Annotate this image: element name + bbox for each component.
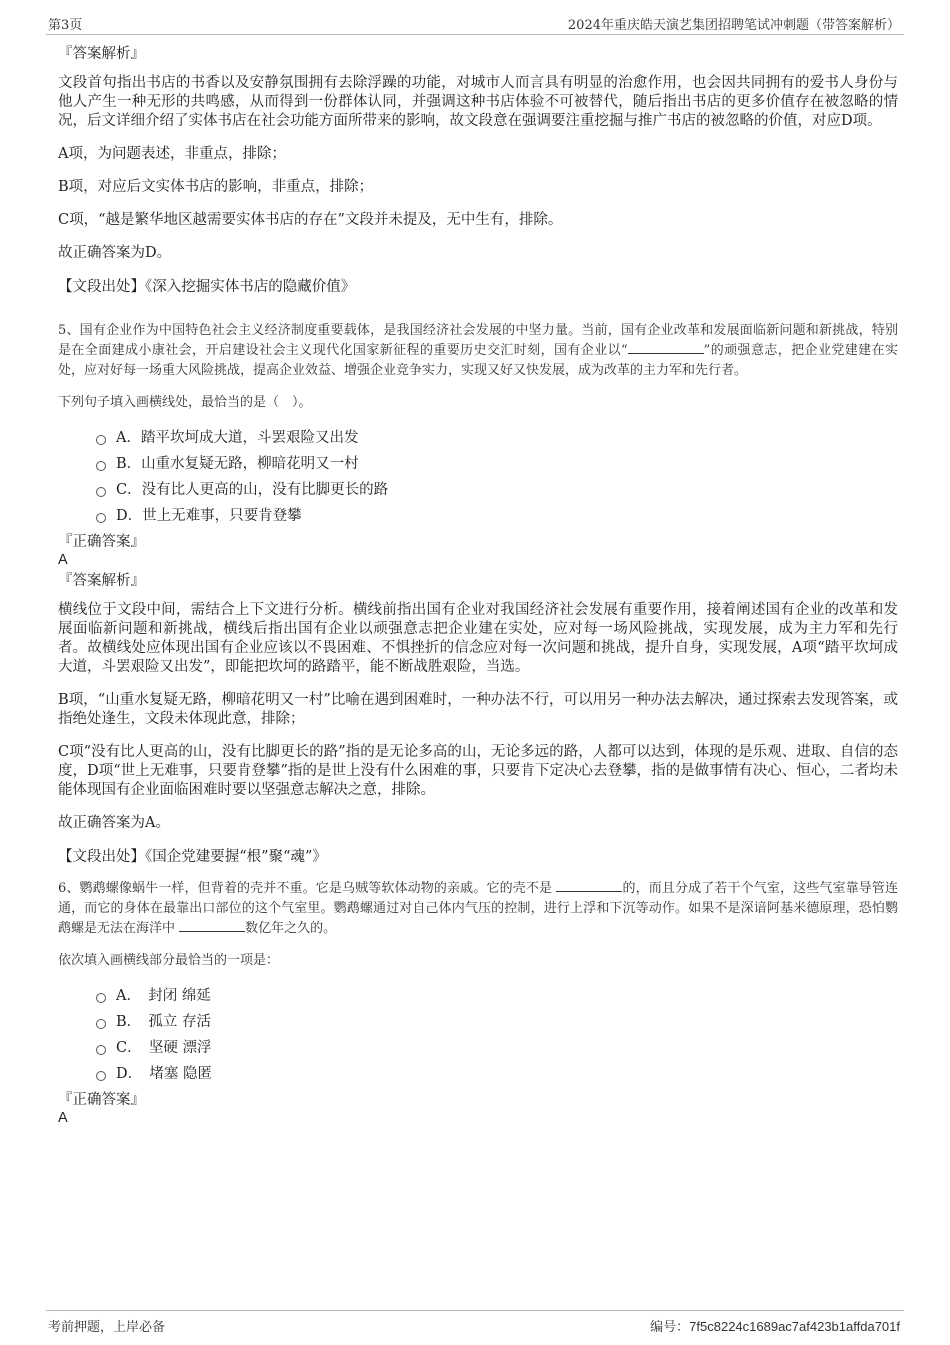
- option-b[interactable]: [96, 451, 898, 477]
- document-title: 2024年重庆皓天演艺集团招聘笔试冲刺题（带答案解析）: [567, 18, 900, 33]
- analysis-paragraph: A项，为问题表述，非重点，排除；: [58, 146, 286, 162]
- option-label: A．踏平坎坷成大道，斗罢艰险又出发: [116, 430, 359, 446]
- question-5-text: [58, 321, 898, 381]
- analysis-paragraph: C项“没有比人更高的山，没有比脚更长的路”指的是无论多高的山，无论多远的路，人都可以达到，体现的是乐观、进取、自信的态度，D项“世上无难事，只要肯登攀”指的是世上没有什么困难的事，只要肯下定决心去登攀，指的是做事情有决心、恒心，二者均未能体现国有企业面临困难时要以坚强意志解决之意，排除。: [58, 744, 898, 798]
- radio-icon[interactable]: [96, 513, 106, 523]
- option-label: C． 坚硬 漂浮: [116, 1040, 212, 1056]
- analysis-paragraph: B项，对应后文实体书店的影响，非重点，排除；: [58, 179, 374, 195]
- page-number: 第3页: [48, 18, 83, 33]
- question-text-part: ”的顽强意志，把企业党建建在实处，应对好每一场重大风险挑战，提高企业效益、增强企业竞争实力，实现又好又快发展，成为改革的主力军和先行者。: [58, 343, 898, 378]
- fill-blank: [628, 341, 704, 354]
- fill-blank: [179, 919, 245, 932]
- question-text-part: 5、国有企业作为中国特色社会主义经济制度重要载体，是我国经济社会发展的中坚力量。当前，国有企业改革和发展面临新问题和新挑战，特别是在全面建成小康社会，开启建设社会主义现代化国家新征程的重要历史交汇时刻，国有企业以“: [58, 323, 898, 358]
- analysis-paragraph: 横线位于文段中间，需结合上下文进行分析。横线前指出国有企业对我国经济社会发展有重要作用，接着阐述国有企业的改革和发展面临新问题和新挑战，横线后指出国有企业以顽强意志把企业建在实处，应对每一场风险挑战，实现发展，成为主力军和先行者。故横线处应体现出国有企业应该以不畏困难、不惧挫折的信念应对每一次问题和挑战，提升自身，实现发展，A项“踏平坎坷成大道，斗罢艰险又出发”，即能把坎坷的路踏平，能不断战胜艰险，当选。: [58, 602, 898, 675]
- analysis-label: 『答案解析』: [58, 46, 145, 62]
- option-label: D．世上无难事，只要肯登攀: [116, 508, 302, 524]
- page-header: [46, 12, 904, 35]
- analysis-paragraph: C项，“越是繁华地区越需要实体书店的存在”文段并未提及，无中生有，排除。: [58, 212, 563, 228]
- question-text-part: 6、鹦鹉螺像蜗牛一样，但背着的壳并不重。它是乌贼等软体动物的亲戚。它的壳不是: [58, 881, 557, 896]
- code-label: 编号：: [650, 1320, 690, 1335]
- question-5-options: [96, 425, 898, 529]
- question-6-prompt: 依次填入画横线部分最恰当的一项是：: [58, 953, 280, 968]
- option-b[interactable]: [96, 1009, 898, 1035]
- radio-icon[interactable]: [96, 487, 106, 497]
- radio-icon[interactable]: [96, 1045, 106, 1055]
- option-label: B．山重水复疑无路，柳暗花明又一村: [116, 456, 359, 472]
- radio-icon[interactable]: [96, 435, 106, 445]
- document-body: [58, 44, 898, 1127]
- analysis-label: 『答案解析』: [58, 573, 145, 589]
- radio-icon[interactable]: [96, 993, 106, 1003]
- option-a[interactable]: [96, 983, 898, 1009]
- question-6-options: [96, 983, 898, 1087]
- option-label: D． 堵塞 隐匿: [116, 1066, 212, 1082]
- question-text-part: 的，而且分成了若干个气室，这些气室靠导管连通，而它的身体在最靠出口部位的这个气室里。鹦鹉螺通过对自己体内气压的控制，进行上浮和下沉等动作。如果不是深谙阿基米德原理，恐怕鹦鹉螺是无法在海洋中: [58, 881, 898, 936]
- option-a[interactable]: [96, 425, 898, 451]
- fill-blank: [556, 879, 622, 892]
- radio-icon[interactable]: [96, 461, 106, 471]
- text-source: 【文段出处】《深入挖掘实体书店的隐藏价值》: [58, 279, 356, 295]
- radio-icon[interactable]: [96, 1019, 106, 1029]
- option-label: C．没有比人更高的山，没有比脚更长的路: [116, 482, 389, 498]
- analysis-paragraph: 故正确答案为D。: [58, 245, 172, 261]
- code-value: 7f5c8224c1689ac7af423b1affda701f: [689, 1319, 900, 1334]
- answer-value: A: [58, 552, 68, 568]
- analysis-paragraph: 文段首句指出书店的书香以及安静氛围拥有去除浮躁的功能，对城市人而言具有明显的治愈作用，也会因共同拥有的爱书人身份与他人产生一种无形的共鸣感，从而得到一份群体认同，并强调这种书店体验不可被替代，随后指出书店的更多价值存在被忽略的情况，后文详细介绍了实体书店在社会功能方面所带来的影响，故文段意在强调要注重挖掘与推广书店的被忽略的价值，对应D项。: [58, 75, 898, 129]
- answer-label: 『正确答案』: [58, 534, 145, 550]
- answer-label: 『正确答案』: [58, 1092, 145, 1108]
- option-c[interactable]: [96, 1035, 898, 1061]
- radio-icon[interactable]: [96, 1071, 106, 1081]
- footer-slogan: 考前押题，上岸必备: [48, 1320, 166, 1335]
- answer-value: A: [58, 1110, 68, 1126]
- text-source: 【文段出处】《国企党建要握“根”聚“魂”》: [58, 849, 327, 865]
- question-5-prompt: 下列句子填入画横线处，最恰当的是（ ）。: [58, 395, 312, 410]
- page-footer: [46, 1310, 904, 1337]
- document-code: [650, 1316, 900, 1335]
- question-6-text: [58, 879, 898, 939]
- option-c[interactable]: [96, 477, 898, 503]
- option-label: A． 封闭 绵延: [116, 988, 211, 1004]
- option-d[interactable]: [96, 1061, 898, 1087]
- question-text-part: 数亿年之久的。: [245, 921, 337, 936]
- analysis-paragraph: 故正确答案为A。: [58, 815, 170, 831]
- option-label: B． 孤立 存活: [116, 1014, 212, 1030]
- option-d[interactable]: [96, 503, 898, 529]
- analysis-paragraph: B项，“山重水复疑无路，柳暗花明又一村”比喻在遇到困难时，一种办法不行，可以用另一种办法去解决，通过探索去发现答案，或指绝处逢生，文段未体现此意，排除；: [58, 692, 898, 727]
